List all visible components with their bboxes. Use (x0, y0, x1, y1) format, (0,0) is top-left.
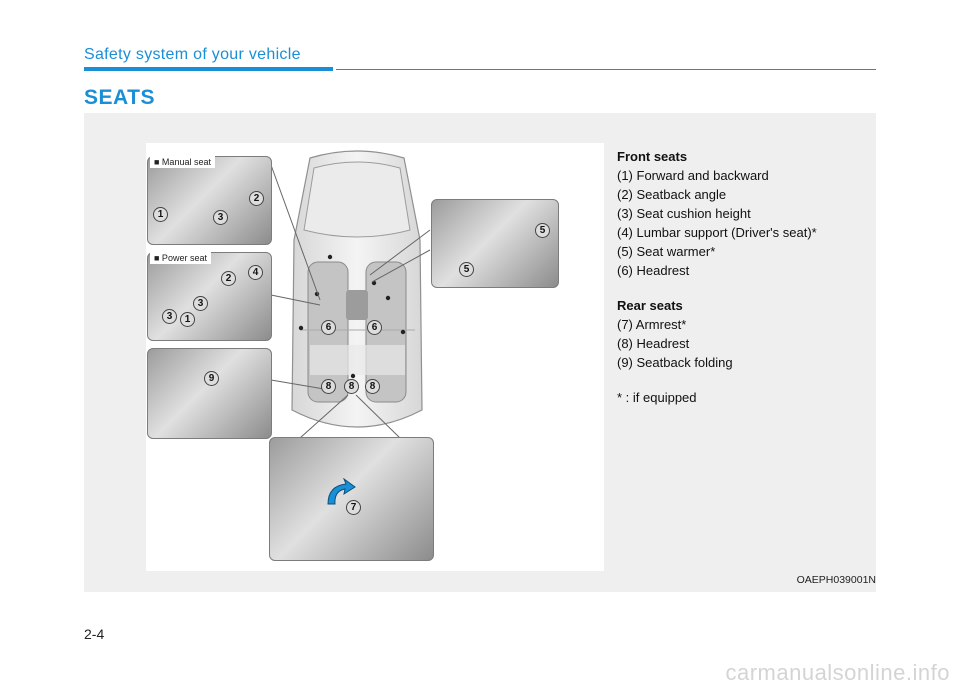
watermark: carmanualsonline.info (725, 660, 950, 685)
power-seat-badge: 2 (221, 271, 236, 286)
legend-gap (617, 372, 817, 388)
seat-warmer-panel (431, 199, 559, 288)
power-seat-badge: 1 (180, 312, 195, 327)
power-seat-label: ■ Power seat (150, 252, 211, 264)
rear-seats-title: Rear seats (617, 298, 683, 313)
manual-seat-badge: 2 (249, 191, 264, 206)
power-seat-badge: 3 (193, 296, 208, 311)
car-headrest-badge: 6 (367, 320, 382, 335)
legend-item: (5) Seat warmer* (617, 244, 716, 259)
manual-seat-badge: 1 (153, 207, 168, 222)
manual-seat-label: ■ Manual seat (150, 156, 215, 168)
figure-code: OAEPH039001N (796, 574, 876, 586)
car-headrest-badge: 8 (321, 379, 336, 394)
car-headrest-badge: 8 (344, 379, 359, 394)
legend-item: (9) Seatback folding (617, 355, 733, 370)
power-seat-badge: 4 (248, 265, 263, 280)
legend-item: (3) Seat cushion height (617, 206, 751, 221)
seat-warmer-badge: 5 (459, 262, 474, 277)
legend-item: (8) Headrest (617, 336, 690, 351)
power-seat-badge: 3 (162, 309, 177, 324)
legend-item: (2) Seatback angle (617, 187, 727, 202)
seat-warmer-badge: 5 (535, 223, 550, 238)
armrest-badge: 7 (346, 500, 361, 515)
section-title: Safety system of your vehicle (84, 46, 301, 63)
car-headrest-badge: 6 (321, 320, 336, 335)
seat-legend (617, 147, 817, 407)
front-seats-title: Front seats (617, 149, 688, 164)
legend-item: (7) Armrest* (617, 317, 687, 332)
car-headrest-badge: 8 (365, 379, 380, 394)
manual-seat-badge: 3 (213, 210, 228, 225)
legend-item: (4) Lumbar support (Driver's seat)* (617, 225, 817, 240)
page-heading: SEATS (84, 86, 155, 109)
seatback-folding-badge: 9 (204, 371, 219, 386)
legend-item: (6) Headrest (617, 263, 690, 278)
legend-gap (617, 280, 817, 296)
seatback-folding-panel (147, 348, 272, 439)
page-number: 2-4 (84, 626, 105, 642)
legend-item: (1) Forward and backward (617, 168, 769, 183)
footnote: * : if equipped (617, 390, 697, 405)
